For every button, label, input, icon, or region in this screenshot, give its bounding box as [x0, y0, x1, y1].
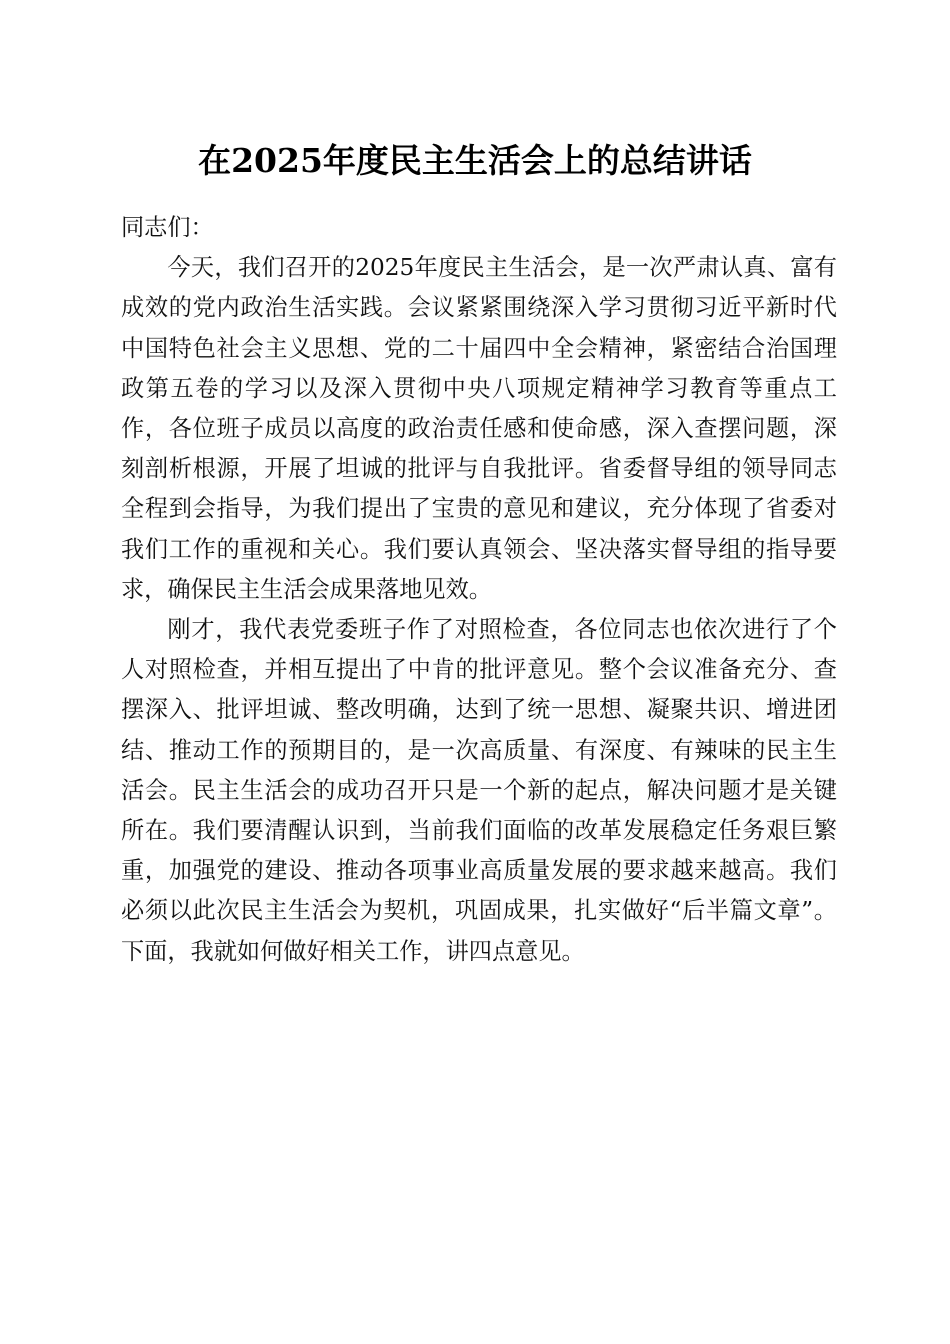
- document-body: [121, 208, 837, 972]
- salutation: 同志们：: [121, 214, 214, 241]
- paragraph-1: 今天，我们召开的2025年度民主生活会，是一次严肃认真、富有成效的党内政治生活实践。会议紧紧围绕深入学习贯彻习近平新时代中国特色社会主义思想、党的二十届四中全会精神，紧密结合治国理政第五卷的学习以及深入贯彻中央八项规定精神学习教育等重点工作，各位班子成员以高度的政治责任感和使命感，深入查摆问题，深刻剖析根源，开展了坦诚的批评与自我批评。省委督导组的领导同志全程到会指导，为我们提出了宝贵的意见和建议，充分体现了省委对我们工作的重视和关心。我们要认真领会、坚决落实督导组的指导要求，确保民主生活会成果落地见效。: [121, 254, 837, 603]
- paragraph-2: 刚才，我代表党委班子作了对照检查，各位同志也依次进行了个人对照检查，并相互提出了中肯的批评意见。整个会议准备充分、查摆深入、批评坦诚、整改明确，达到了统一思想、凝聚共识、增进团结、推动工作的预期目的，是一次高质量、有深度、有辣味的民主生活会。民主生活会的成功召开只是一个新的起点，解决问题才是关键所在。我们要清醒认识到，当前我们面临的改革发展稳定任务艰巨繁重，加强党的建设、推动各项事业高质量发展的要求越来越高。我们必须以此次民主生活会为契机，巩固成果，扎实做好“后半篇文章”。下面，我就如何做好相关工作，讲四点意见。: [121, 616, 837, 965]
- document-title: 在2025年度民主生活会上的总结讲话: [198, 141, 752, 180]
